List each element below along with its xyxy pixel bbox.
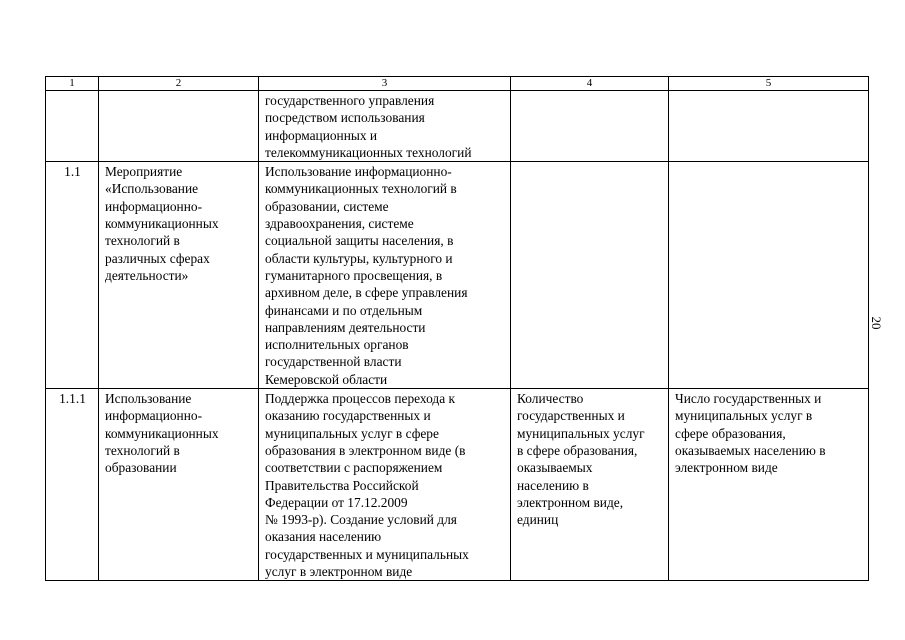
column-number: 2	[99, 77, 259, 91]
column-number-row	[46, 77, 869, 91]
table-row	[46, 91, 869, 162]
item-number: 1.1.1	[46, 389, 99, 581]
column-number: 5	[669, 77, 869, 91]
column-number: 1	[46, 77, 99, 91]
table-row	[46, 162, 869, 389]
item-indicator-definition	[669, 162, 869, 389]
item-indicator: Количество государственных и муниципальных услуг в сфере образования, оказываемых населению в электронном виде, единиц	[511, 389, 669, 581]
item-description: Использование информационно- коммуникационных технологий в образовании, системе здравоохранения, системе социальной защиты населения, в области культуры, культурного и гуманитарного просвещения, в архивном деле, в сфере управления финансами и по отдельным направлениям деятельности исполнительных органов государственной власти Кемеровской области	[259, 162, 511, 389]
item-title: Использование информационно- коммуникационных технологий в образовании	[99, 389, 259, 581]
measures-table	[45, 76, 869, 581]
page-number: 20	[869, 316, 884, 330]
column-number: 4	[511, 77, 669, 91]
item-number: 1.1	[46, 162, 99, 389]
item-indicator	[511, 162, 669, 389]
item-title: Мероприятие «Использование информационно- коммуникационных технологий в различных сферах деятельности»	[99, 162, 259, 389]
item-title	[99, 91, 259, 162]
item-description: Поддержка процессов перехода к оказанию государственных и муниципальных услуг в сфере образования в электронном виде (в соответствии с распоряжением Правительства Российской Федерации от 17.12.2009 № 1993-р). Создание условий для оказания населению государственных и муниципальных услуг в электронном виде	[259, 389, 511, 581]
table-row	[46, 389, 869, 581]
item-number	[46, 91, 99, 162]
item-indicator	[511, 91, 669, 162]
item-description: государственного управления посредством использования информационных и телекоммуникационных технологий	[259, 91, 511, 162]
item-indicator-definition: Число государственных и муниципальных услуг в сфере образования, оказываемых населению в электронном виде	[669, 389, 869, 581]
item-indicator-definition	[669, 91, 869, 162]
column-number: 3	[259, 77, 511, 91]
